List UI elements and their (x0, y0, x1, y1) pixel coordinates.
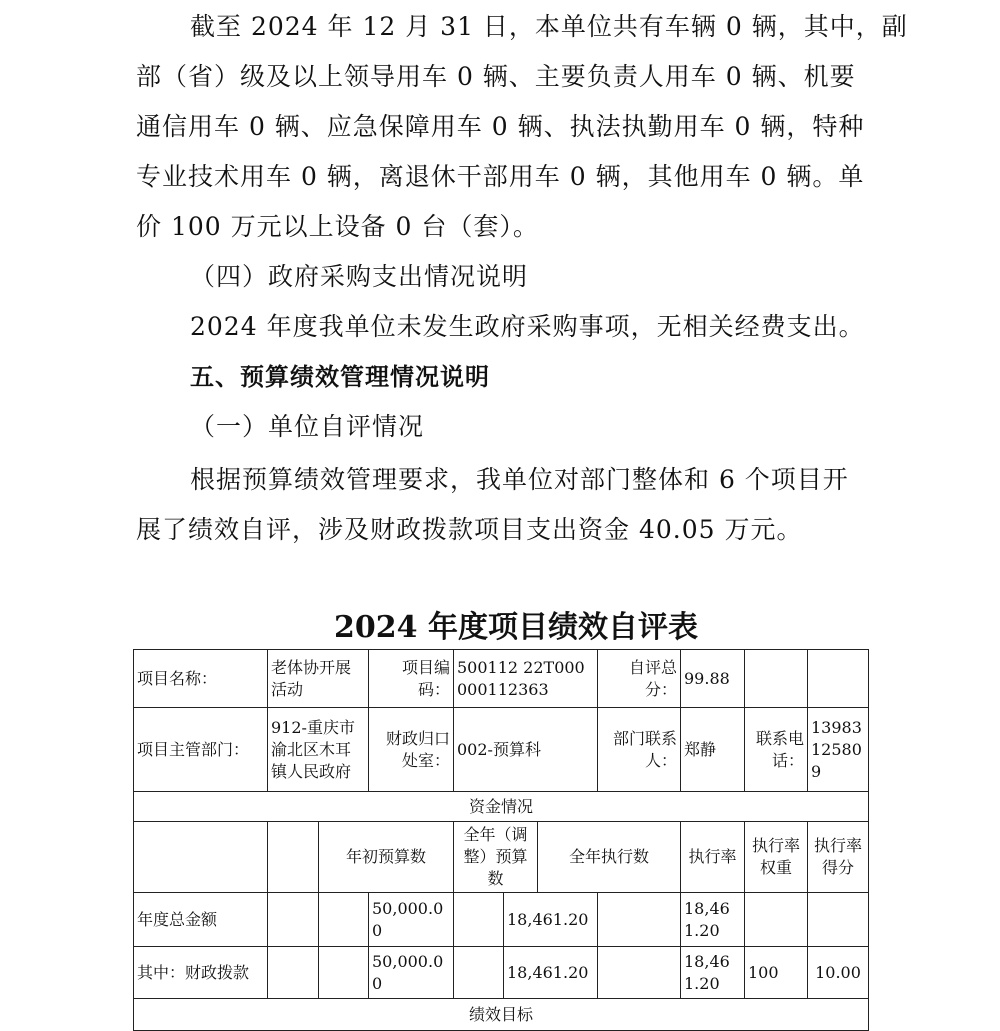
body-line-2: 部（省）级及以上领导用车 0 辆、主要负责人用车 0 辆、机要 (136, 62, 856, 91)
table-row (134, 999, 869, 1031)
table-row (134, 947, 869, 999)
initial-budget-cell: 50,000.00 (369, 947, 454, 999)
project-name-value: 老体协开展活动 (268, 650, 369, 708)
table-row (134, 650, 869, 708)
dept-label: 项目主管部门： (134, 708, 268, 792)
executed-cell: 18,461.20 (681, 893, 745, 947)
table-row (134, 893, 869, 947)
project-code-value: 500112 22T000000112363 (454, 650, 598, 708)
empty-cell (134, 822, 268, 893)
col-initial-budget: 年初预算数 (319, 822, 454, 893)
project-name-label: 项目名称： (134, 650, 268, 708)
empty-cell (454, 893, 504, 947)
dept-value: 912-重庆市渝北区木耳镇人民政府 (268, 708, 369, 792)
empty-cell (268, 822, 319, 893)
heading-self-evaluation: （一）单位自评情况 (190, 412, 425, 441)
score-cell (808, 893, 869, 947)
phone-value: 13983125809 (808, 708, 869, 792)
empty-cell (319, 947, 369, 999)
contact-label: 部门联系人： (598, 708, 681, 792)
table-title: 2024 年度项目绩效自评表 (334, 610, 698, 645)
empty-cell (598, 947, 681, 999)
table-header-row (134, 822, 869, 893)
self-score-value: 99.88 (681, 650, 745, 708)
table-row (134, 708, 869, 792)
col-execution: 全年执行数 (538, 822, 681, 893)
funds-section-header: 资金情况 (134, 792, 869, 822)
finance-office-value: 002-预算科 (454, 708, 598, 792)
adjusted-budget-cell: 18,461.20 (504, 947, 598, 999)
empty-cell (268, 893, 319, 947)
empty-cell (268, 947, 319, 999)
paragraph-procurement: 2024 年度我单位未发生政府采购事项，无相关经费支出。 (190, 312, 865, 341)
heading-procurement: （四）政府采购支出情况说明 (190, 262, 529, 291)
finance-office-label: 财政归口处室： (369, 708, 454, 792)
col-exec-score: 执行率得分 (808, 822, 869, 893)
col-exec-rate: 执行率 (681, 822, 745, 893)
project-code-label: 项目编码： (369, 650, 454, 708)
weight-cell (745, 893, 808, 947)
adjusted-budget-cell: 18,461.20 (504, 893, 598, 947)
goals-section-header: 绩效目标 (134, 999, 869, 1031)
empty-cell (598, 893, 681, 947)
body-line-1: 截至 2024 年 12 月 31 日，本单位共有车辆 0 辆，其中，副 (190, 12, 908, 41)
contact-value: 郑静 (681, 708, 745, 792)
paragraph-self-line-1: 根据预算绩效管理要求，我单位对部门整体和 6 个项目开 (190, 465, 849, 494)
initial-budget-cell: 50,000.00 (369, 893, 454, 947)
self-score-label: 自评总分： (598, 650, 681, 708)
empty-cell (808, 650, 869, 708)
weight-cell: 10.00 (808, 947, 869, 999)
col-adjusted-budget: 全年（调整）预算数 (454, 822, 538, 893)
body-line-3: 通信用车 0 辆、应急保障用车 0 辆、执法执勤用车 0 辆，特种 (136, 112, 865, 141)
empty-cell (745, 650, 808, 708)
row-label: 其中：财政拨款 (134, 947, 268, 999)
col-exec-weight: 执行率权重 (745, 822, 808, 893)
executed-cell: 18,461.20 (681, 947, 745, 999)
body-line-4: 专业技术用车 0 辆，离退休干部用车 0 辆，其他用车 0 辆。单 (136, 162, 865, 191)
phone-label: 联系电话： (745, 708, 808, 792)
table-row (134, 792, 869, 822)
rate-cell: 100 (745, 947, 808, 999)
empty-cell (319, 893, 369, 947)
empty-cell (454, 947, 504, 999)
row-label: 年度总金额 (134, 893, 268, 947)
heading-performance: 五、预算绩效管理情况说明 (190, 363, 490, 391)
paragraph-self-line-2: 展了绩效自评，涉及财政拨款项目支出资金 40.05 万元。 (136, 515, 803, 544)
body-line-5: 价 100 万元以上设备 0 台（套）。 (136, 212, 539, 241)
performance-table (133, 649, 869, 1031)
